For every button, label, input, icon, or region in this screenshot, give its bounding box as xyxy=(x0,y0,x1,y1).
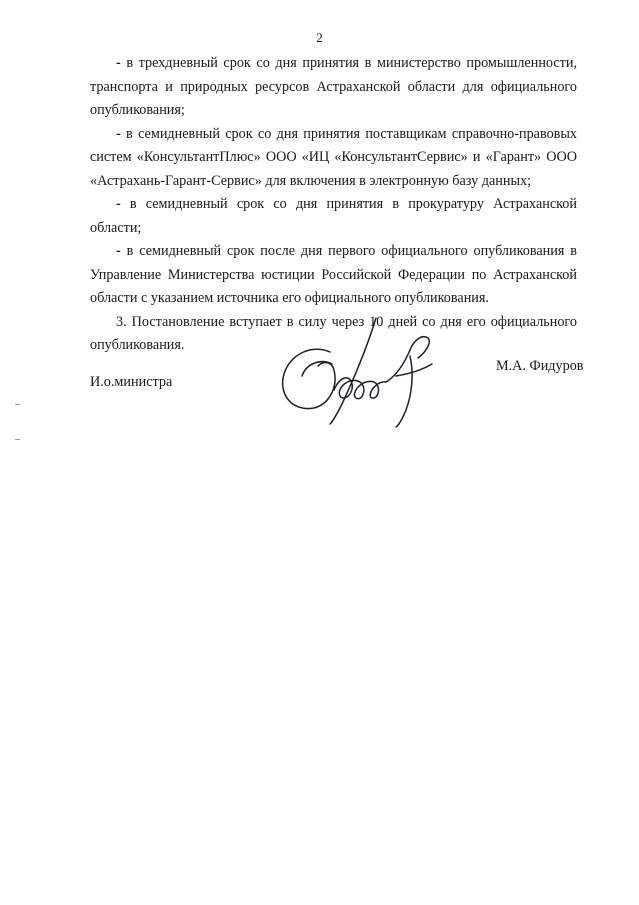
list-dash: - xyxy=(116,196,121,212)
paragraph-text: в семидневный срок после дня первого официального опубликования в Управление Министерства юстиции Российской Федерации по Астраханской области с указанием источника его официального опубликования. xyxy=(90,243,577,306)
list-dash: - xyxy=(116,55,121,71)
handwritten-signature xyxy=(272,316,452,428)
paragraph-text: 3. Постановление вступает в силу через 10 дней со дня его официального опубликования. xyxy=(90,313,577,353)
paragraph-ministry xyxy=(90,52,577,123)
paragraph-text: в семидневный срок со дня принятия поставщикам справочно-правовых систем «КонсультантПлюс» ООО «ИЦ «КонсультантСервис» и «Гарант» ООО «Астрахань-Гарант-Сервис» для включения в электронную базу данных; xyxy=(90,125,577,189)
paragraph-text: в семидневный срок со дня принятия в прокуратуру Астраханской области; xyxy=(90,196,577,236)
margin-tick-mark xyxy=(15,439,20,440)
paragraph-text: в трехдневный срок со дня принятия в министерство промышленности, транспорта и природных ресурсов Астраханской области для официального опубликования; xyxy=(90,55,577,118)
list-dash: - xyxy=(116,125,121,142)
list-dash: - xyxy=(116,243,121,259)
signatory-title: И.о.министра xyxy=(90,374,173,390)
document-body xyxy=(90,52,577,358)
signatory-name: М.А. Фидуров xyxy=(496,358,584,374)
paragraph-prosecutor xyxy=(90,193,577,240)
margin-tick-mark xyxy=(15,404,20,405)
paragraph-legal-systems xyxy=(90,123,577,194)
paragraph-justice-ministry xyxy=(90,240,577,311)
page-number: 2 xyxy=(316,30,323,45)
